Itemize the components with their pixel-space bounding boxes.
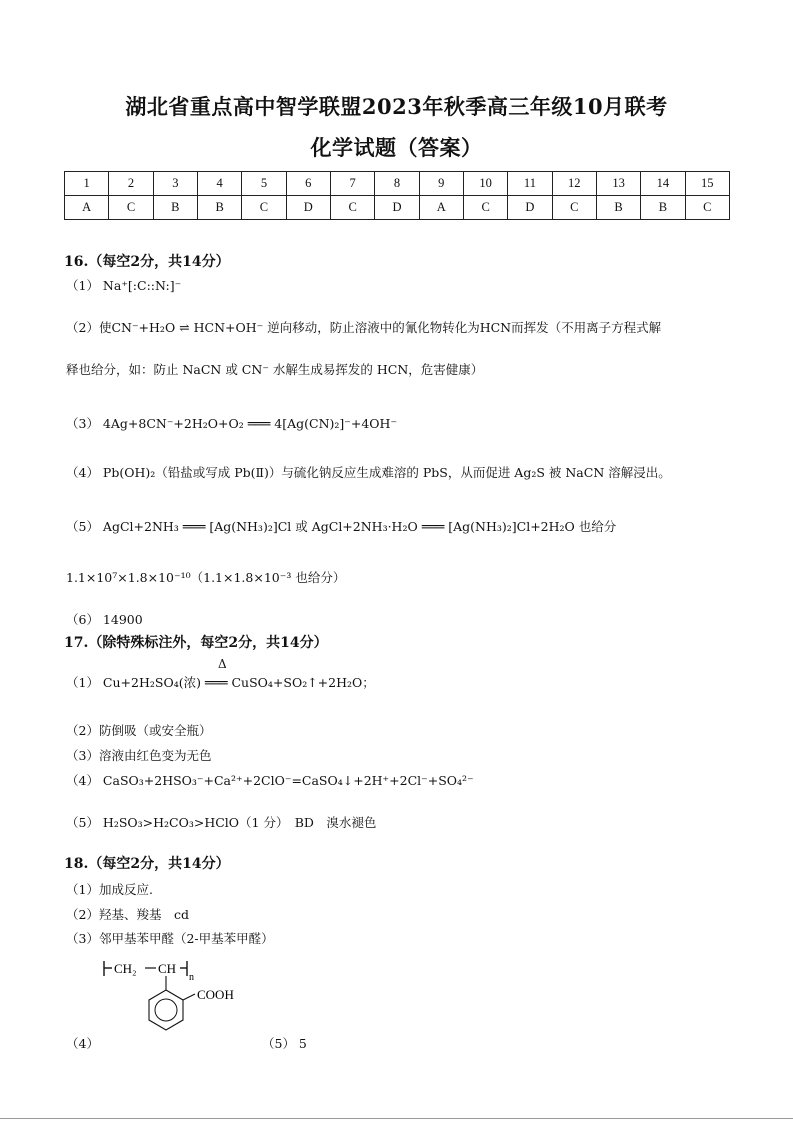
answer-cell: C (109, 196, 153, 220)
answer-cell: B (197, 196, 241, 220)
chain-ch2-label: CH₂ (114, 961, 137, 976)
aromatic-circle (155, 999, 177, 1021)
q17-answer-1: （1） Cu+2H₂SO₄(浓) ═══ CuSO₄+SO₂↑+2H₂O； (66, 675, 375, 690)
question-number-cell: 14 (641, 172, 685, 196)
q18-answer-2: （2）羟基、羧基 cd (66, 907, 189, 922)
question-number-cell: 3 (153, 172, 197, 196)
answer-cell: C (242, 196, 286, 220)
answer-cell: A (65, 196, 109, 220)
repeat-subscript: n (189, 972, 194, 983)
question-number-cell: 10 (463, 172, 507, 196)
answer-cell: B (596, 196, 640, 220)
answer-cell: C (463, 196, 507, 220)
question-number-cell: 12 (552, 172, 596, 196)
question-number-cell: 4 (197, 172, 241, 196)
cooh-label: COOH (197, 987, 234, 1002)
answer-table (64, 171, 730, 220)
answer-cell: C (685, 196, 729, 220)
answer-cell: C (330, 196, 374, 220)
q16-answer-2-line1: （2）使CN⁻+H₂O ⇌ HCN+OH⁻ 逆向移动，防止溶液中的氰化物转化为HCN而挥发（不用离子方程式解 (66, 320, 662, 335)
q16-answer-2-line2: 释也给分，如：防止 NaCN 或 CN⁻ 水解生成易挥发的 HCN，危害健康） (66, 362, 484, 377)
q18-answer-5: （5） 5 (262, 1036, 307, 1051)
question-number-cell: 13 (596, 172, 640, 196)
q16-heading: 16.（每空2分，共14分） (64, 254, 230, 270)
q17-answer-4: （4） CaSO₃+2HSO₃⁻+Ca²⁺+2ClO⁻=CaSO₄↓+2H⁺+2Cl⁻+SO₄²⁻ (66, 773, 474, 788)
page-title: 湖北省重点高中智学联盟2023年秋季高三年级10月联考 (125, 94, 668, 119)
answer-cell: D (375, 196, 419, 220)
q17-answer-3: （3）溶液由红色变为无色 (66, 748, 212, 763)
q18-answer-1: （1）加成反应. (66, 882, 153, 897)
chain-ch-label: CH (158, 961, 177, 976)
answer-cell: C (552, 196, 596, 220)
q16-answer-4: （4） Pb(OH)₂（铅盐或写成 Pb(Ⅱ)）与硫化钠反应生成难溶的 PbS，从而促进 Ag₂S 被 NaCN 溶解浸出。 (66, 465, 671, 480)
question-number-cell: 1 (65, 172, 109, 196)
question-number-cell: 15 (685, 172, 729, 196)
answer-cell: D (286, 196, 330, 220)
answer-cell: B (153, 196, 197, 220)
question-number-cell: 2 (109, 172, 153, 196)
question-number-cell: 8 (375, 172, 419, 196)
answer-cell: D (508, 196, 552, 220)
answer-cell: A (419, 196, 463, 220)
answer-table-number-row (65, 172, 730, 196)
q18-heading: 18.（每空2分，共14分） (64, 856, 230, 872)
q16-answer-5-line1: （5） AgCl+2NH₃ ═══ [Ag(NH₃)₂]Cl 或 AgCl+2NH₃·H₂O ═══ [Ag(NH₃)₂]Cl+2H₂O 也给分 (66, 519, 617, 534)
question-number-cell: 7 (330, 172, 374, 196)
question-number-cell: 6 (286, 172, 330, 196)
q16-answer-5-line2: 1.1×10⁷×1.8×10⁻¹⁰（1.1×1.8×10⁻³ 也给分） (66, 570, 346, 585)
answer-table-answer-row (65, 196, 730, 220)
answer-cell: B (641, 196, 685, 220)
q18-answer-4-label: （4） (66, 1036, 99, 1051)
q17-answer-2: （2）防倒吸（或安全瓶） (66, 723, 212, 738)
question-number-cell: 5 (242, 172, 286, 196)
polymer-structure-diagram (94, 956, 264, 1048)
heat-symbol: Δ (218, 657, 227, 671)
benzene-ring (149, 990, 183, 1030)
question-number-cell: 11 (508, 172, 552, 196)
q16-answer-3: （3） 4Ag+8CN⁻+2H₂O+O₂ ═══ 4[Ag(CN)₂]⁻+4OH⁻ (66, 416, 398, 431)
page-bottom-rule (0, 1118, 793, 1119)
q17-answer-5: （5） H₂SO₃>H₂CO₃>HClO（1 分） BD 溴水褪色 (66, 815, 377, 830)
q18-answer-3: （3）邻甲基苯甲醛（2-甲基苯甲醛） (66, 931, 274, 946)
question-number-cell: 9 (419, 172, 463, 196)
q16-answer-6: （6） 14900 (66, 612, 143, 627)
page-subtitle: 化学试题（答案） (310, 135, 483, 160)
q16-answer-1: （1） Na⁺[:C::N:]⁻ (66, 278, 182, 293)
q17-heading: 17.（除特殊标注外，每空2分，共14分） (64, 635, 328, 651)
